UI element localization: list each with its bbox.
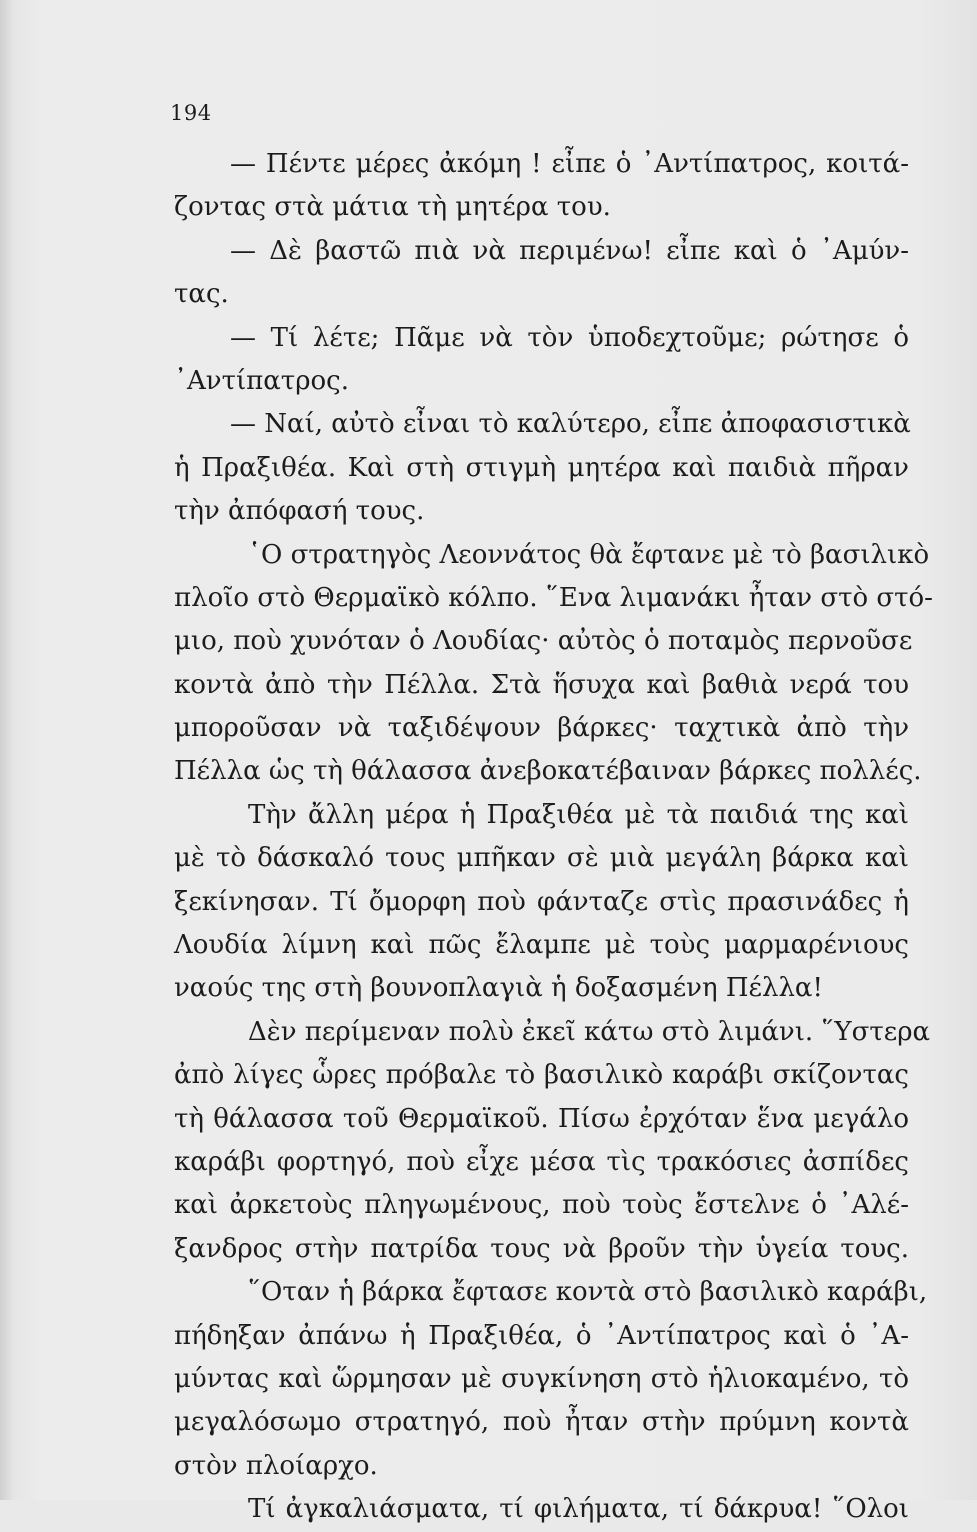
text-line: τὴν ἀπόφασή τους. — [174, 496, 425, 527]
text-line: ᾿Αντίπατρος. — [174, 365, 349, 396]
text-line: στὸν πλοίαρχο. — [174, 1450, 378, 1481]
text-line: Λουδία λίμνη καὶ πῶς ἔλαμπε μὲ τοὺς μαρμαρένιους — [174, 930, 909, 961]
text-line: — Πέντε μέρες ἀκόμη ! εἶπε ὁ ᾿Αντίπατρος, κοιτά- — [230, 149, 909, 179]
text-line: ξεκίνησαν. Τί ὄμορφη ποὺ φάνταζε στὶς πρασινάδες ἡ — [174, 886, 909, 917]
text-line: — Τί λέτε; Πᾶμε νὰ τὸν ὑποδεχτοῦμε; ρώτησε ὁ — [230, 322, 909, 353]
text-line: τας. — [174, 279, 229, 310]
text-line: ἡ Πραξιθέα. Καὶ στὴ στιγμὴ μητέρα καὶ παιδιὰ πῆραν — [174, 452, 909, 483]
text-line: καράβι φορτηγό, ποὺ εἶχε μέσα τὶς τρακόσιες ἀσπίδες — [174, 1146, 909, 1177]
text-line: Δὲν περίμεναν πολὺ ἐκεῖ κάτω στὸ λιμάνι. ῞Υστερα — [248, 1016, 931, 1047]
text-line: μποροῦσαν νὰ ταξιδέψουν βάρκες· ταχτικὰ ἀπὸ τὴν — [174, 713, 909, 744]
text-line: μύντας καὶ ὥρμησαν μὲ συγκίνηση στὸ ἡλιοκαμένο, τὸ — [174, 1363, 909, 1394]
text-line: καὶ ἀρκετοὺς πληγωμένους, ποὺ τοὺς ἔστελνε ὁ ᾿Αλέ- — [174, 1190, 909, 1221]
text-line: πήδηξαν ἀπάνω ἡ Πραξιθέα, ὁ ᾿Αντίπατρος καὶ ὁ ᾿Α- — [174, 1320, 909, 1351]
text-line: Πέλλα ὡς τὴ θάλασσα ἀνεβοκατέβαιναν βάρκες πολλές. — [174, 756, 922, 787]
text-line: Τὴν ἄλλη μέρα ἡ Πραξιθέα μὲ τὰ παιδιά της καὶ — [248, 799, 909, 830]
text-line: Τί ἀγκαλιάσματα, τί φιλήματα, τί δάκρυα! ῞Ολοι — [248, 1494, 909, 1525]
page-number: 194 — [170, 101, 212, 125]
text-line: ῞Οταν ἡ βάρκα ἔφτασε κοντὰ στὸ βασιλικὸ καράβι, — [248, 1277, 928, 1308]
text-line: πλοῖο στὸ Θερμαϊκὸ κόλπο. ῞Ενα λιμανάκι ἦταν στὸ στό- — [174, 582, 933, 613]
text-line: μιο, ποὺ χυνόταν ὁ Λουδίας· αὐτὸς ὁ ποταμὸς περνοῦσε — [174, 626, 913, 657]
text-line: ναούς της στὴ βουνοπλαγιὰ ἡ δοξασμένη Πέλλα! — [174, 973, 823, 1004]
text-line: ἀπὸ λίγες ὧρες πρόβαλε τὸ βασιλικὸ καράβι σκίζοντας — [174, 1060, 909, 1091]
text-line: — Ναί, αὐτὸ εἶναι τὸ καλύτερο, εἶπε ἀποφασιστικὰ — [230, 409, 911, 440]
text-line: κοντὰ ἀπὸ τὴν Πέλλα. Στὰ ἥσυχα καὶ βαθιὰ νερά του — [174, 669, 909, 700]
text-line: ξανδρος στὴν πατρίδα τους νὰ βροῦν τὴν ὑγεία τους. — [174, 1233, 909, 1264]
text-line: μεγαλόσωμο στρατηγό, ποὺ ἦταν στὴν πρύμνη κοντὰ — [174, 1407, 909, 1438]
text-line: τὴ θάλασσα τοῦ Θερμαϊκοῦ. Πίσω ἐρχόταν ἕνα μεγάλο — [174, 1103, 909, 1134]
text-line: ζοντας στὰ μάτια τὴ μητέρα του. — [174, 192, 611, 223]
text-line: μὲ τὸ δάσκαλό τους μπῆκαν σὲ μιὰ μεγάλη βάρκα καὶ — [174, 843, 909, 874]
body-text — [174, 143, 933, 1532]
text-line: — Δὲ βαστῶ πιὰ νὰ περιμένω! εἶπε καὶ ὁ ᾿Αμύν- — [230, 235, 909, 266]
text-line: ῾Ο στρατηγὸς Λεοννάτος θὰ ἔφτανε μὲ τὸ βασιλικὸ — [248, 539, 930, 570]
